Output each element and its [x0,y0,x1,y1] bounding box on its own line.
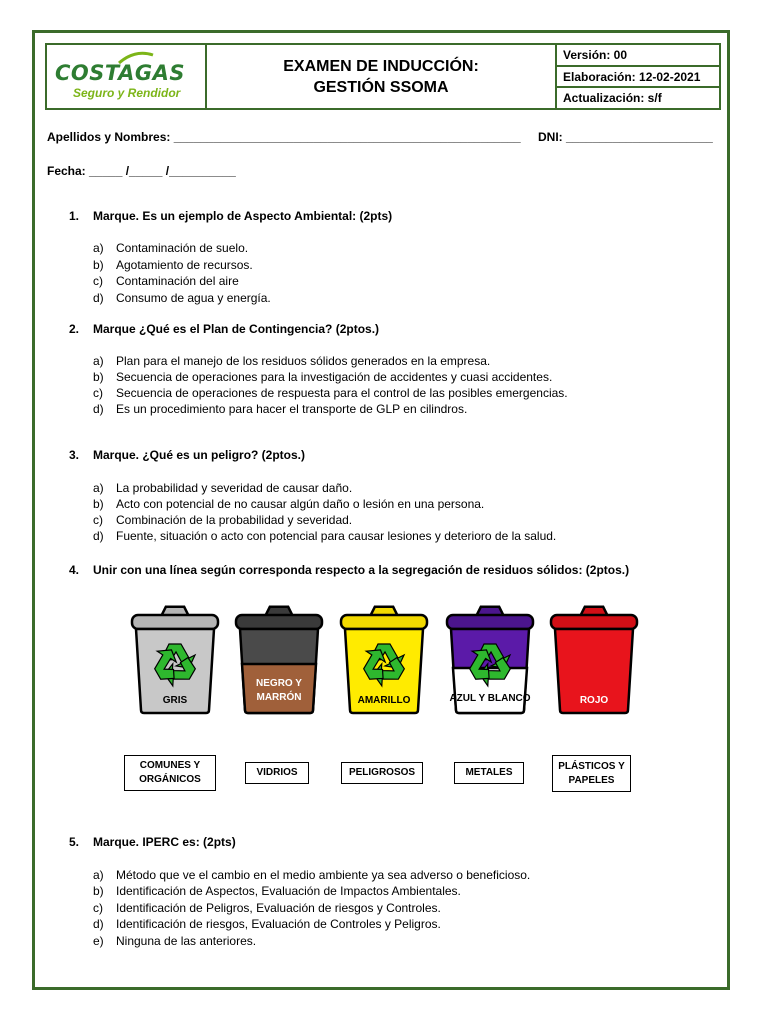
option[interactable] [93,386,568,400]
option-text: Consumo de agua y energía. [116,291,271,305]
update-cell: Actualización: s/f [563,91,662,106]
category-vidrios[interactable]: VIDRIOS [245,762,309,784]
question-5 [69,835,236,849]
option-letter: d) [93,529,104,543]
option-letter: d) [93,291,104,305]
option-letter: c) [93,901,103,915]
names-field[interactable]: Apellidos y Nombres: ____________________________________________________ [47,130,521,144]
category-metales[interactable]: METALES [454,762,524,784]
category-peligrosos[interactable]: PELIGROSOS [341,762,423,784]
question-1 [69,209,392,223]
option-text: Acto con potencial de no causar algún daño o lesión en una persona. [116,497,485,511]
option[interactable] [93,868,530,882]
option-text: Identificación de Peligros, Evaluación de riesgos y Controles. [116,901,441,915]
option-letter: a) [93,241,104,255]
bin-label: AZUL Y BLANCO [449,693,531,704]
recycling-bin [132,607,218,713]
option-text: Fuente, situación o acto con potencial para causar lesiones y deterioro de la salud. [116,529,557,543]
question-text: Marque ¿Qué es el Plan de Contingencia? (2ptos.) [93,322,380,336]
recycling-bin [447,607,533,713]
question-number: 3. [69,448,80,462]
option-letter: c) [93,386,103,400]
question-text: Marque. IPERC es: (2pts) [93,835,236,849]
question-3 [69,448,305,462]
bin-label: MARRÓN [256,692,302,703]
document-meta [557,45,719,108]
option-text: Identificación de riesgos, Evaluación de Controles y Peligros. [116,917,441,931]
question-number: 5. [69,835,80,849]
question-4 [69,563,629,577]
option[interactable] [93,291,271,305]
option-text: Secuencia de operaciones para la investigación de accidentes y cuasi accidentes. [116,370,553,384]
logo-tagline: Seguro y Rendidor [73,86,181,100]
option-letter: a) [93,354,104,368]
bin-label: NEGRO Y [256,678,302,689]
option-text: Agotamiento de recursos. [116,258,253,272]
document-title [207,45,557,108]
option-text: Ninguna de las anteriores. [116,934,257,948]
option-text: Método que ve el cambio en el medio ambiente ya sea adverso o beneficioso. [116,868,531,882]
option[interactable] [93,274,239,288]
recycling-bin [341,607,427,713]
recycling-bin [236,607,322,713]
option[interactable] [93,513,352,527]
option-text: Secuencia de operaciones de respuesta para el control de las posibles emergencias. [116,386,568,400]
option[interactable] [93,402,467,416]
option-letter: e) [93,934,104,948]
option-letter: b) [93,884,104,898]
question-number: 4. [69,563,80,577]
option-letter: d) [93,402,104,416]
logo-name: COSTAGAS [55,61,185,85]
dni-field[interactable]: DNI: ______________________ [538,130,713,144]
option-letter: b) [93,497,104,511]
option[interactable] [93,934,256,948]
elaboration-cell: Elaboración: 12-02-2021 [557,67,719,89]
option-text: Contaminación de suelo. [116,241,249,255]
option[interactable] [93,917,441,931]
option-text: Identificación de Aspectos, Evaluación de Impactos Ambientales. [116,884,461,898]
option-letter: b) [93,370,104,384]
option[interactable] [93,481,352,495]
option[interactable] [93,497,484,511]
recycling-bin [551,607,637,713]
question-text: Marque. Es un ejemplo de Aspecto Ambiental: (2pts) [93,209,393,223]
question-2 [69,322,379,336]
option[interactable] [93,354,490,368]
bin-label: AMARILLO [357,695,411,706]
option-text: Combinación de la probabilidad y severidad. [116,513,353,527]
option-letter: b) [93,258,104,272]
question-number: 1. [69,209,80,223]
bin-label: GRIS [162,695,188,706]
date-field[interactable]: Fecha: _____ /_____ /__________ [47,164,236,178]
option[interactable] [93,529,556,543]
option-letter: d) [93,917,104,931]
option-letter: c) [93,513,103,527]
question-text: Unir con una línea según corresponda respecto a la segregación de residuos sólidos: (2ptos.) [93,563,630,577]
category-plasticos-papeles[interactable]: PLÁSTICOS Y PAPELES [552,755,631,792]
option[interactable] [93,258,253,272]
option-letter: a) [93,868,104,882]
option-text: La probabilidad y severidad de causar daño. [116,481,353,495]
option-text: Es un procedimiento para hacer el transporte de GLP en cilindros. [116,402,468,416]
bin-label: ROJO [579,695,609,706]
category-comunes-organicos[interactable]: COMUNES Y ORGÁNICOS [124,755,216,791]
option[interactable] [93,241,248,255]
option-text: Contaminación del aire [116,274,239,288]
option[interactable] [93,884,461,898]
question-text: Marque. ¿Qué es un peligro? (2ptos.) [93,448,306,462]
option-letter: c) [93,274,103,288]
title-line-2: GESTIÓN SSOMA [313,78,449,96]
option-text: Plan para el manejo de los residuos sólidos generados en la empresa. [116,354,491,368]
version-cell: Versión: 00 [557,45,719,67]
document-header [45,43,721,110]
question-number: 2. [69,322,80,336]
title-line-1: EXAMEN DE INDUCCIÓN: [283,57,479,75]
option-letter: a) [93,481,104,495]
recycling-bins [0,600,768,730]
option[interactable] [93,901,441,915]
company-logo [47,45,207,108]
option[interactable] [93,370,552,384]
